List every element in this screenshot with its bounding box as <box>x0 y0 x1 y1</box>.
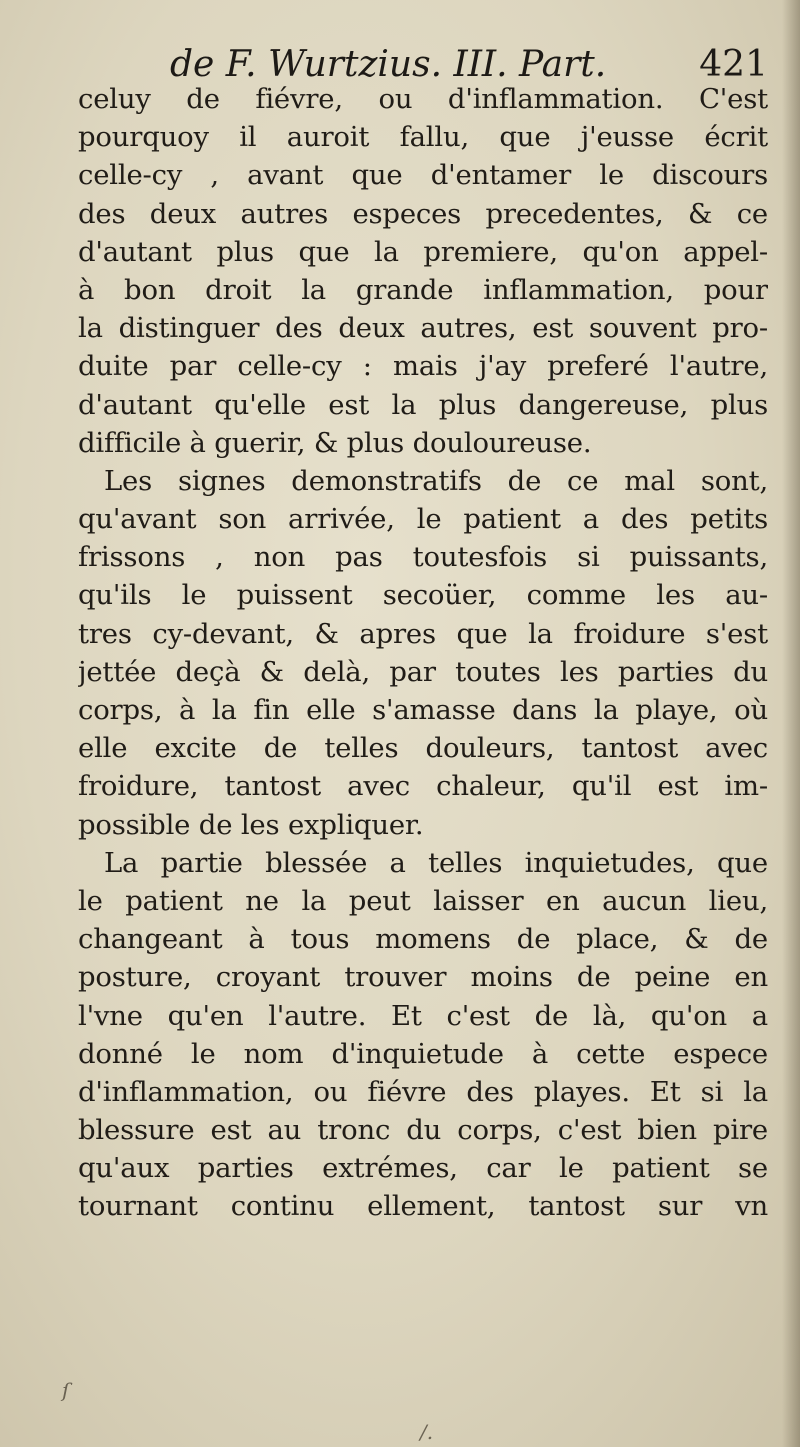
text-line: difficile à guerir, & plus douloureuse. <box>78 426 592 459</box>
text-line: tournant continu ellement, tantost sur vn <box>78 1190 768 1223</box>
text-line: blessure est au tronc du corps, c'est bien pire <box>78 1114 768 1147</box>
text-line: frissons , non pas toutesfois si puissants, <box>78 541 768 574</box>
text-line: la distinguer des deux autres, est souvent pro- <box>78 312 768 345</box>
text-line: à bon droit la grande inflammation, pour <box>78 273 768 306</box>
text-line: Les signes demonstratifs de ce mal sont, <box>104 464 768 497</box>
text-line: La partie blessée a telles inquietudes, que <box>104 846 768 879</box>
running-title: de F. Wurtzius. III. Part. <box>170 44 607 85</box>
text-line: qu'ils le puissent secoüer, comme les au- <box>78 579 768 612</box>
text-line: d'autant plus que la premiere, qu'on appel- <box>78 235 768 268</box>
text-line: celuy de fiévre, ou d'inflammation. C'est <box>78 83 768 115</box>
text-line: possible de les expliquer. <box>78 808 424 841</box>
text-line: donné le nom d'inquietude à cette espece <box>78 1037 768 1070</box>
text-line: jettée deçà & delà, par toutes les parties du <box>78 655 768 688</box>
page-number: 421 <box>699 44 768 85</box>
text-line: d'autant qu'elle est la plus dangereuse, plus <box>78 388 768 421</box>
text-line: l'vne qu'en l'autre. Et c'est de là, qu'on a <box>78 999 768 1032</box>
text-line: d'inflammation, ou fiévre des playes. Et si la <box>78 1075 768 1108</box>
text-line: qu'avant son arrivée, le patient a des petits <box>78 503 768 536</box>
text-line: tres cy-devant, & apres que la froidure s'est <box>78 617 768 650</box>
body-text <box>78 80 768 1226</box>
text-line: des deux autres especes precedentes, & ce <box>78 197 768 230</box>
text-line: elle excite de telles douleurs, tantost avec <box>78 732 768 765</box>
text-line: posture, croyant trouver moins de peine en <box>78 961 768 994</box>
text-line: changeant à tous momens de place, & de <box>78 923 768 956</box>
text-line: duite par celle-cy : mais j'ay preferé l'autre, <box>78 350 768 383</box>
footer-mark: /. <box>420 1420 434 1444</box>
text-line: le patient ne la peut laisser en aucun lieu, <box>78 884 768 917</box>
text-line: pourquoy il auroit fallu, que j'eusse écrit <box>78 121 768 154</box>
text-line: froidure, tantost avec chaleur, qu'il est im- <box>78 770 768 803</box>
text-line: celle-cy , avant que d'entamer le discours <box>78 159 768 192</box>
page-gutter-shadow <box>782 0 800 1447</box>
margin-mark: ſ <box>62 1378 70 1402</box>
text-line: corps, à la fin elle s'amasse dans la playe, où <box>78 694 768 726</box>
text-line: qu'aux parties extrémes, car le patient se <box>78 1152 768 1185</box>
